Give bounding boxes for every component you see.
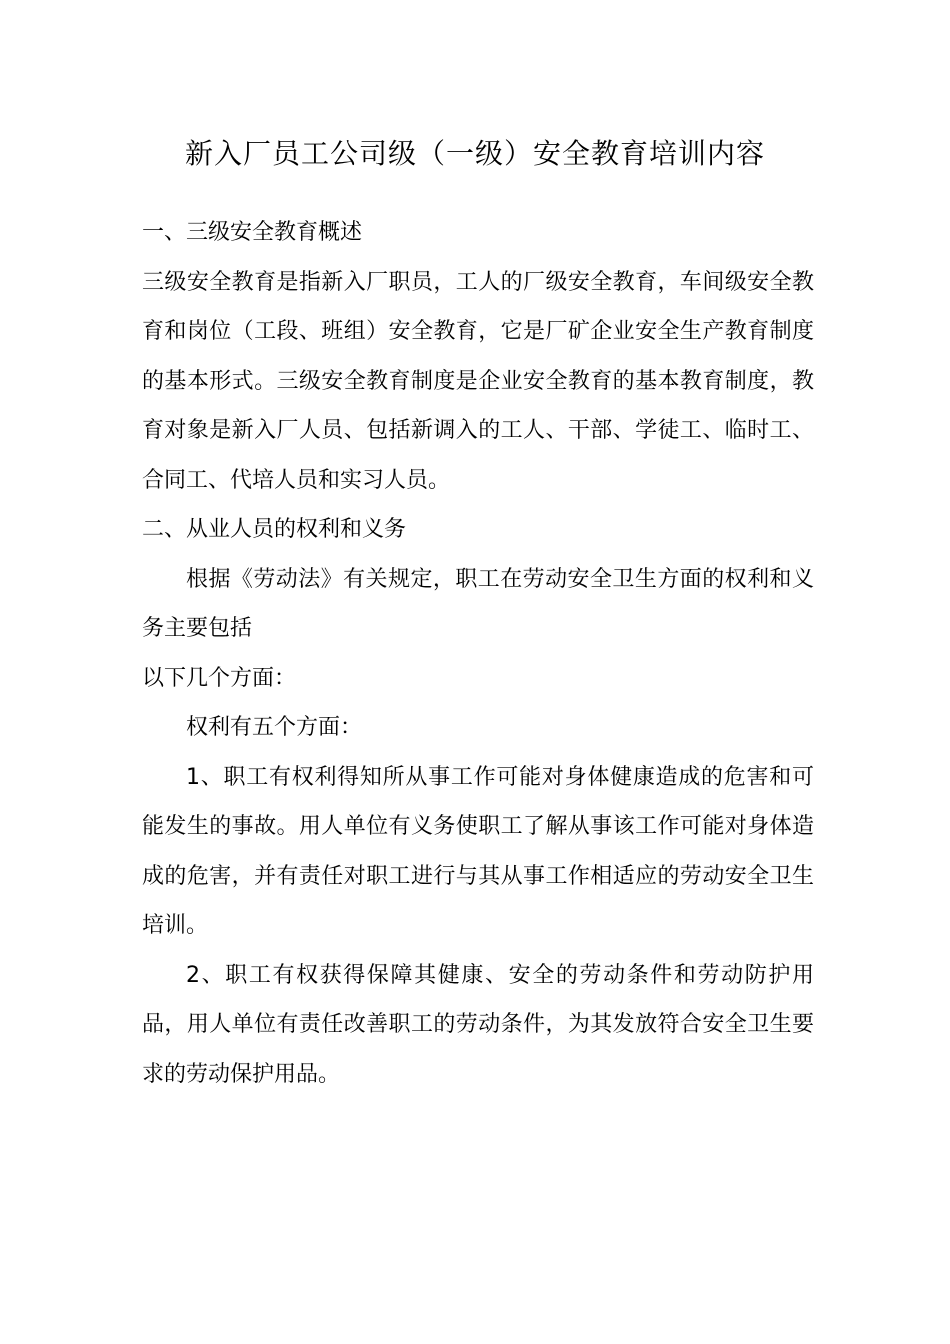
paragraph-following-aspects: 以下几个方面： — [142, 665, 297, 691]
paragraph-overview: 三级安全教育是指新入厂职员，工人的厂级安全教育，车间级安全教育和岗位（工段、班组）安全教育，它是厂矿企业安全生产教育制度的基本形式。三级安全教育制度是企业安全教育的基本教育制度，教育对象是新入厂人员、包括新调入的工人、干部、学徒工、临时工、合同工、代培人员和实习人员。 — [142, 269, 814, 493]
section-heading-rights-duties: 二、从业人员的权利和义务 — [142, 517, 407, 542]
paragraph-right-1: 1、职工有权利得知所从事工作可能对身体健康造成的危害和可能发生的事故。用人单位有义务使职工了解从事该工作可能对身体造成的危害，并有责任对职工进行与其从事工作相适应的劳动安全卫生培训。 — [142, 764, 814, 938]
document-title: 新入厂员工公司级（一级）安全教育培训内容 — [184, 137, 765, 170]
section-heading-overview: 一、三级安全教育概述 — [142, 220, 363, 245]
paragraph-right-2: 2、职工有权获得保障其健康、安全的劳动条件和劳动防护用品，用人单位有责任改善职工的劳动条件，为其发放符合安全卫生要求的劳动保护用品。 — [142, 962, 814, 1087]
paragraph-labor-law: 根据《劳动法》有关规定，职工在劳动安全卫生方面的权利和义务主要包括 — [142, 566, 814, 641]
document-body — [142, 208, 814, 1099]
paragraph-five-rights: 权利有五个方面： — [186, 715, 363, 740]
